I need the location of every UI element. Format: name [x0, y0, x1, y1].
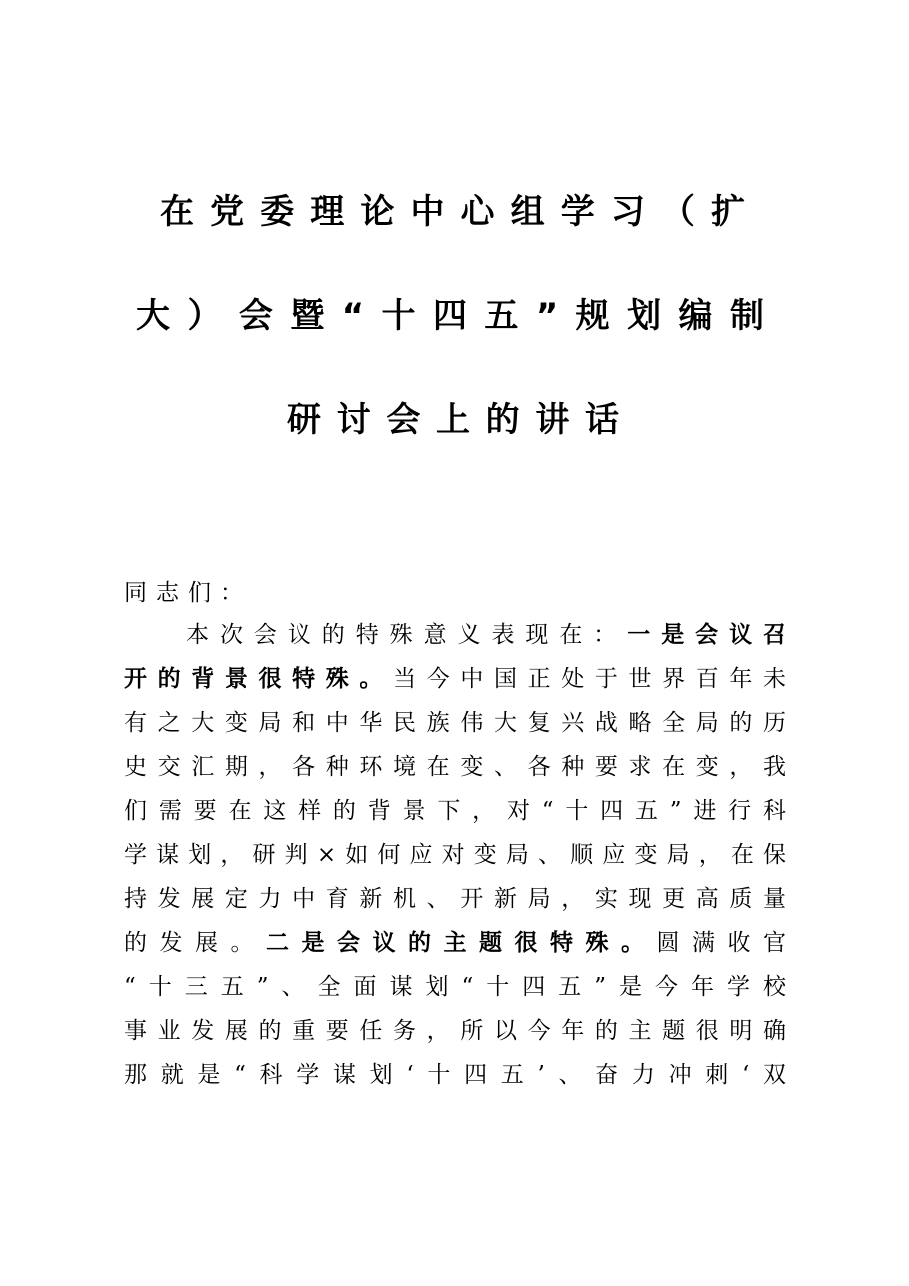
- body-line: [124, 972, 786, 1002]
- text-run: 持发展定力中育新机、开新局，实现更高质量: [124, 886, 786, 912]
- body-line: [124, 884, 786, 914]
- body-line: [124, 708, 786, 738]
- body-line: [124, 928, 786, 958]
- body-line: [124, 664, 786, 694]
- text-run: 们需要在这样的背景下，对“十四五”进行科: [124, 798, 786, 824]
- bold-phrase: 开的背景很特殊。: [124, 665, 394, 692]
- text-run: 那就是“科学谋划‘十四五’、奋力冲刺‘双: [124, 1062, 786, 1088]
- text-run: 的发展。: [124, 930, 266, 956]
- title-line-3: 研讨会上的讲话: [287, 400, 619, 440]
- bold-phrase: 一是会议召: [627, 621, 787, 648]
- salutation: 同志们：: [124, 580, 252, 606]
- text-run: 学谋划，研判×如何应对变局、顺应变局，在保: [124, 842, 786, 868]
- body-line: [124, 840, 786, 870]
- title-line-2: 大）会暨“十四五”规划编制: [136, 296, 764, 336]
- text-run: “十三五”、全面谋划“十四五”是今年学校: [124, 974, 786, 1000]
- body-line: [124, 1016, 786, 1046]
- body-line: [124, 752, 786, 782]
- body-line: [124, 796, 786, 826]
- text-run: 圆满收官: [656, 930, 786, 956]
- text-run: 史交汇期，各种环境在变、各种要求在变，我: [124, 754, 786, 780]
- text-run: 事业发展的重要任务，所以今年的主题很明确: [124, 1018, 786, 1044]
- title-line-1: 在党委理论中心组学习（扩: [160, 192, 745, 232]
- bold-phrase: 二是会议的主题很特殊。: [266, 929, 657, 956]
- text-run: 本次会议的特殊意义表现在：: [186, 622, 628, 648]
- body-line: [124, 1060, 786, 1090]
- text-run: 当今中国正处于世界百年未: [393, 666, 787, 692]
- body-line: [186, 620, 786, 650]
- text-run: 有之大变局和中华民族伟大复兴战略全局的历: [124, 710, 786, 736]
